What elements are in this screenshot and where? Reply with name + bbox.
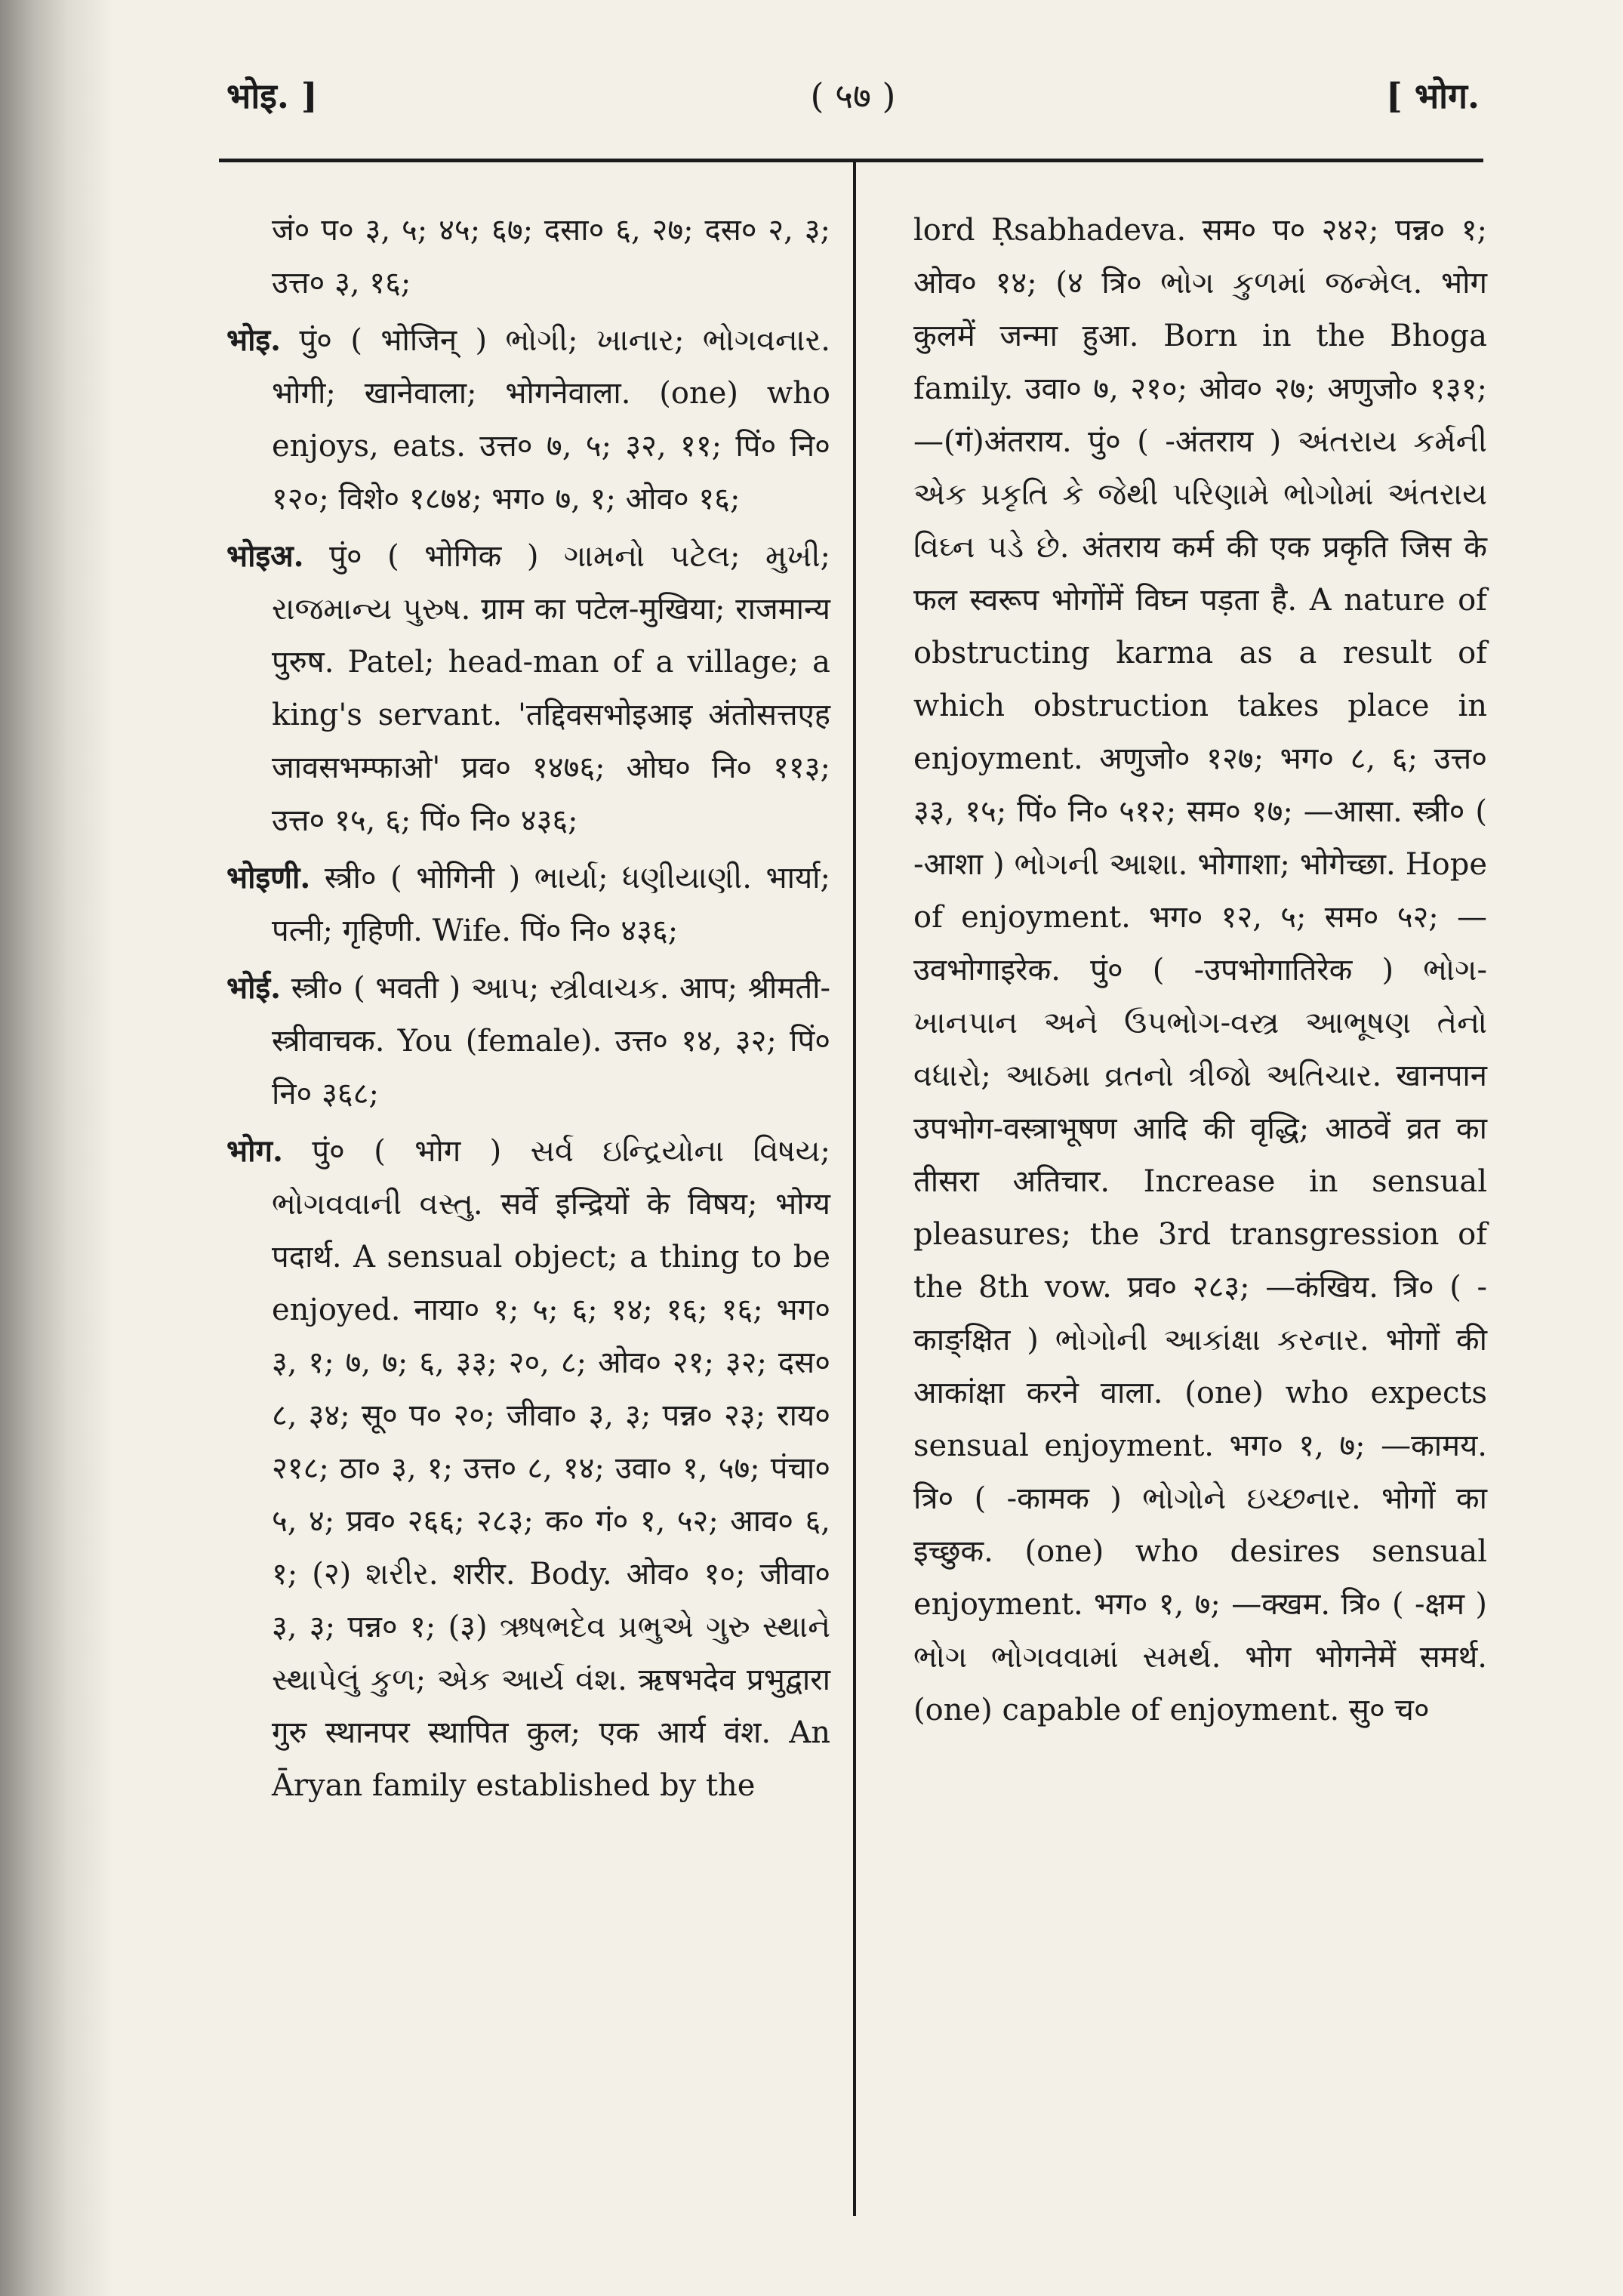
entry-headword: भोइ. [226, 322, 282, 358]
page-binding-shadow [0, 0, 113, 2296]
dictionary-entry [226, 314, 830, 525]
dictionary-entry [226, 1125, 830, 1812]
entry-text: पुं० ( भोजिन् ) ભોગી; ખાનાર; ભોગવનાર. भोगी; खानेवाला; भोगनेवाला. (one) who enjoys, eats. उत्त० ७, ५; ३२, ११; पिं० नि० १२०; विशे० १८७४; भग० ७, १; ओव० १६; [272, 323, 830, 516]
column-divider [853, 162, 856, 2216]
entry-text: स्त्री० ( भवती ) આપ; સ્ત્રીવાચક. आप; श्रीमती-स्त्रीवाचक. You (female). उत्त० १४, ३२; पिं० नि० ३६८; [272, 971, 830, 1111]
entry-text: स्त्री० ( भोगिनी ) ભાર્યા; ધણીયાણી. भार्या; पत्नी; गृहिणी. Wife. पिं० नि० ४३६; [272, 861, 830, 948]
entry-text: जं० प० ३, ५; ४५; ६७; दसा० ६, २७; दस० २, ३; उत्त० ३, १६; [272, 213, 830, 300]
page-number: ( ५७ ) [810, 76, 896, 116]
entry-headword: भोई. [226, 970, 282, 1006]
left-column [226, 204, 830, 1817]
entry-headword: भोइअ. [226, 538, 304, 574]
dictionary-entry-continuation [913, 204, 1487, 1737]
entry-headword: भोइणी. [226, 860, 311, 895]
dictionary-entry-continuation [226, 204, 830, 310]
header-right-guide-word: [ भोग. [1386, 76, 1480, 116]
entry-text: पुं० ( भोगिक ) ગામનો પટેલ; મુખી; રાજમાન્ય પુરુષ. ग्राम का पटेल-मुखिया; राजमान्य पुरुष. Patel; head-man of a village; a king's servant. 'तद्दिवसभोइआइ अंतोसत्तएह जावसभम्फाओ' प्रव० १४७६; ओघ० नि० ११३; उत्त० १५, ६; पिं० नि० ४३६; [272, 539, 830, 838]
entry-text: पुं० ( भोग ) સર્વ ઇન્દ્રિયોના વિષય; ભોગવવાની વસ્તુ. सर्वे इन्द्रियों के विषय; भोग्य पदार्थ. A sensual object; a thing to be enjoyed. नाया० १; ५; ६; १४; १६; १६; भग० ३, १; ७, ७; ६, ३३; २०, ८; ओव० २१; ३२; दस० ८, ३४; सू० प० २०; जीवा० ३, ३; पन्न० २३; राय० २१८; ठा० ३, १; उत्त० ८, १४; उवा० १, ५७; पंचा० ५, ४; प्रव० २६६; २८३; क० गं० १, ५२; आव० ६, १; (२) શરીર. शरीर. Body. ओव० १०; जीवा० ३, ३; पन्न० १; (३) ઋષભદેવ પ્રભુએ ગુરુ સ્થાને સ્થાપેલું કુળ; એક આર્ય વંશ. ऋषभदेव प्रभुद्वारा गुरु स्थानपर स्थापित कुल; एक आर्य वंश. An Āryan family established by the [272, 1134, 831, 1803]
header-left-guide-word: भोइ. ] [226, 76, 318, 116]
right-column [913, 204, 1487, 1741]
header-rule [219, 159, 1483, 162]
page-header [226, 72, 1480, 132]
entry-text: lord Ṛsabhadeva. सम० प० २४२; पन्न० १; ओव० १४; (४ त्रि० ભોગ કુળમાં જન્મેલ. भोग कुलमें जन्मा हुआ. Born in the Bhoga family. उवा० ७, २१०; ओव० २७; अणुजो० १३१; —(गं)अंतराय. पुं० ( -अंतराय ) અંતરાય કર્મની એક પ્રકૃતિ કે જેથી પરિણામે ભોગોમાં અંતરાય વિઘ્ન પડે છે. अंतराय कर्म की एक प्रकृति जिस के फल स्वरूप भोगोंमें विघ्न पड़ता है. A nature of obstructing karma as a result of which obstruction takes place in enjoyment. अणुजो० १२७; भग० ८, ६; उत्त० ३३, १५; पिं० नि० ५१२; सम० १७; —आसा. स्त्री० ( -आशा ) ભોગની આશા. भोगाशा; भोगेच्छा. Hope of enjoyment. भग० १२, ५; सम० ५२; —उवभोगाइरेक. पुं० ( -उपभोगातिरेक ) ભોગ-ખાનપાન અને ઉપભોગ-વસ્ત્ર આભૂષણ તેનો વધારો; આઠમા વ્રતનો ત્રીજો અતિચાર. खानपान उपभोग-वस्त्राभूषण आदि की वृद्धि; आठवें व्रत का तीसरा अतिचार. Increase in sensual pleasures; the 3rd transgression of the 8th vow. प्रव० २८३; —कंखिय. त्रि० ( -काङ्क्षित ) ભોગોની આકાંક્ષા કરનાર. भोगों की आकांक्षा करने वाला. (one) who expects sensual enjoyment. भग० १, ७; —कामय. त्रि० ( -कामक ) ભોગોને ઇચ્છનાર. भोगों का इच्छुक. (one) who desires sensual enjoyment. भग० १, ७; —क्खम. त्रि० ( -क्षम ) ભોગ ભોગવવામાં સમર્થ. भोग भोगनेमें समर्थ. (one) capable of enjoyment. सु० च० [913, 213, 1487, 1727]
dictionary-entry [226, 530, 830, 847]
dictionary-entry [226, 852, 830, 957]
dictionary-entry [226, 962, 830, 1120]
entry-headword: भोग. [226, 1133, 283, 1169]
